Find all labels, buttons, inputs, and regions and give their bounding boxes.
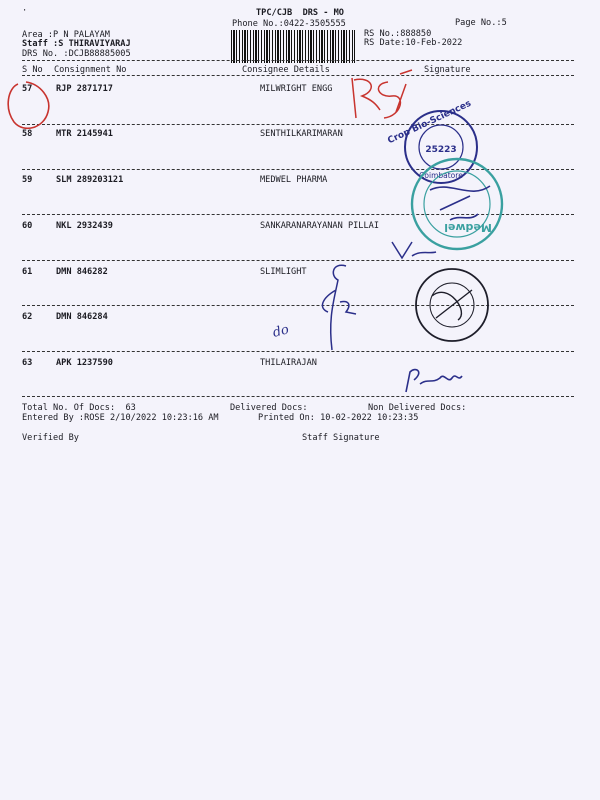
row-consignment: RJP 2871717 (56, 84, 113, 94)
drs-number: DRS No. :DCJB88885005 (22, 49, 131, 59)
non-delivered-docs: Non Delivered Docs: (368, 403, 467, 413)
row-consignee: SENTHILKARIMARAN (260, 129, 343, 139)
row-sno: 58 (22, 129, 33, 139)
signature-row63 (406, 370, 462, 392)
corner-mark: · (22, 6, 28, 16)
row-consignee: THILAIRAJAN (260, 358, 317, 368)
svg-text:Medwel: Medwel (444, 221, 492, 234)
row-sno: 61 (22, 267, 33, 277)
rs-number: RS No.:888850 (364, 29, 432, 39)
col-header-signature: Signature (424, 65, 471, 75)
col-header-sno: S No (22, 65, 43, 75)
entered-by: Entered By :ROSE 2/10/2022 10:23:16 AM (22, 413, 219, 423)
row-consignee: SLIMLIGHT (260, 267, 307, 277)
signature-row60 (392, 242, 436, 258)
svg-text:25223: 25223 (425, 145, 457, 155)
document-title: TPC/CJB DRS - MO (256, 8, 344, 18)
area-label: Area :P N PALAYAM (22, 30, 110, 40)
red-circle-annotation (8, 82, 49, 128)
page-number: Page No.:5 (455, 18, 507, 28)
col-header-consignee: Consignee Details (242, 65, 330, 75)
printed-on: Printed On: 10-02-2022 10:23:35 (258, 413, 419, 423)
row-sno: 62 (22, 312, 33, 322)
row-consignment: DMN 846284 (56, 312, 108, 322)
do-handwriting: do (271, 322, 291, 341)
row-sno: 63 (22, 358, 33, 368)
row-consignment: DMN 846282 (56, 267, 108, 277)
staff-signature-label: Staff Signature (302, 433, 380, 443)
svg-text:Crop Bio-Sciences: Crop Bio-Sciences (386, 98, 473, 147)
row-consignment: NKL 2932439 (56, 221, 113, 231)
staff-label: Staff :S THIRAVIYARAJ (22, 39, 131, 49)
rs-date: RS Date:10-Feb-2022 (364, 38, 463, 48)
signature-row61-62 (322, 265, 356, 350)
col-header-consignment: Consignment No (54, 65, 127, 75)
total-docs: Total No. Of Docs: 63 (22, 403, 136, 413)
row-sno: 57 (22, 84, 33, 94)
delivered-docs: Delivered Docs: (230, 403, 308, 413)
red-signature-row57 (352, 70, 412, 118)
row-consignment: SLM 289203121 (56, 175, 124, 185)
slimlight-stamp (416, 269, 488, 341)
row-consignment: MTR 2145941 (56, 129, 113, 139)
row-consignee: MEDWEL PHARMA (260, 175, 328, 185)
verified-by: Verified By (22, 433, 79, 443)
row-consignment: APK 1237590 (56, 358, 113, 368)
row-sno: 59 (22, 175, 33, 185)
svg-text:Coimbatore: Coimbatore (419, 171, 463, 180)
row-consignee: MILWRIGHT ENGG (260, 84, 333, 94)
row-consignee: SANKARANARAYANAN PILLAI (260, 221, 379, 231)
phone-number: Phone No.:0422-3505555 (232, 19, 346, 29)
row-sno: 60 (22, 221, 33, 231)
crop-bio-sciences-stamp (386, 99, 477, 183)
